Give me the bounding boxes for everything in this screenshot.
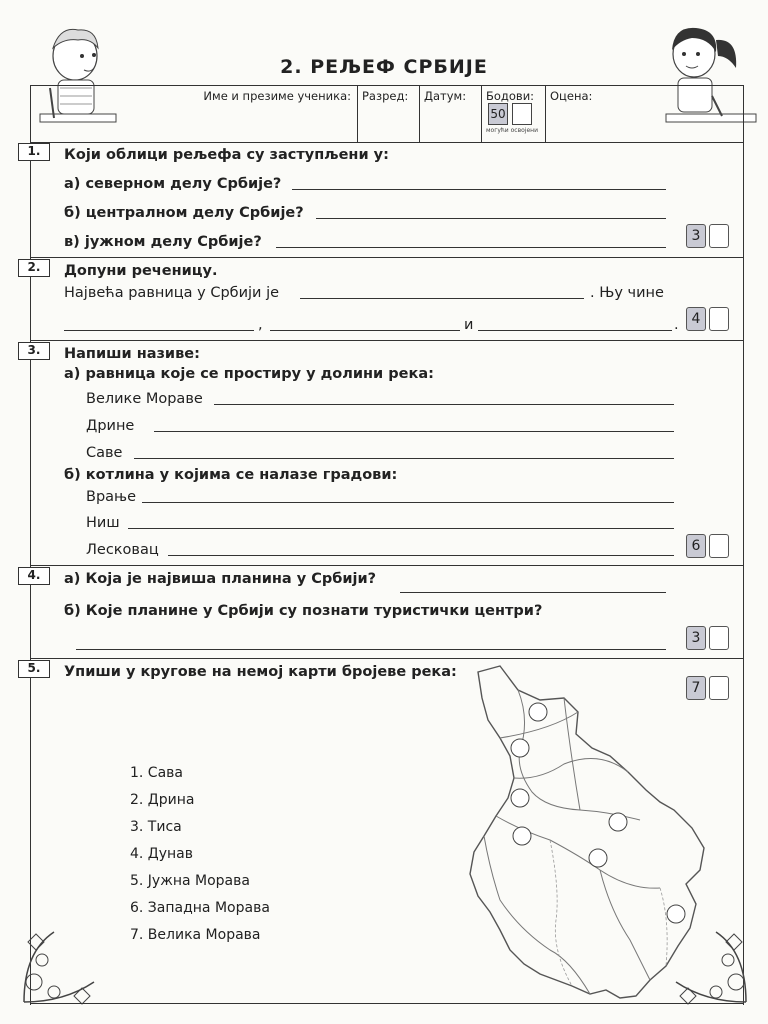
q2-and: и: [464, 317, 474, 333]
q1-prompt: Који облици рељефа су заступљени у:: [64, 147, 389, 163]
bottom-border: [30, 1003, 744, 1004]
q1-score-max: 3: [686, 224, 706, 248]
q2-period: .: [674, 317, 679, 333]
q2-answer-line-3[interactable]: [270, 330, 460, 331]
river-circle: [529, 703, 547, 721]
points-label: Бодови:: [486, 89, 535, 103]
q2-answer-line-4[interactable]: [478, 330, 672, 331]
points-earned-box[interactable]: [512, 103, 532, 125]
q2-score-max: 4: [686, 307, 706, 331]
q2-answer-line-1[interactable]: [300, 298, 584, 299]
q1-a-label: а) северном делу Србије?: [64, 176, 282, 192]
river-circle: [511, 739, 529, 757]
q2-answer-line-2[interactable]: [64, 330, 254, 331]
list-item: 4. Дунав: [130, 846, 194, 862]
q3-a-label: а) равница које се простиру у долини река:: [64, 366, 434, 382]
list-item: 6. Западна Морава: [130, 900, 270, 916]
list-item: 1. Сава: [130, 765, 183, 781]
river-list: [130, 760, 270, 949]
list-item: 3. Тиса: [130, 819, 182, 835]
q3-city-3: Лесковац: [86, 542, 159, 558]
map-river: [484, 836, 590, 994]
points-cell: [482, 86, 546, 142]
list-item: 2. Дрина: [130, 792, 195, 808]
corner-ornament-left: [14, 912, 114, 1012]
q5-prompt: Упиши у кругове на немој карти бројеве река:: [64, 664, 457, 680]
q2-score: [686, 307, 729, 331]
question-number-1: 1.: [18, 143, 50, 161]
q1-score-earned[interactable]: [709, 224, 729, 248]
q3-city-1: Врање: [86, 489, 136, 505]
q3-city-2: Ниш: [86, 515, 120, 531]
q3-score-max: 6: [686, 534, 706, 558]
q4-score: [686, 626, 729, 650]
corner-ornament-right: [656, 912, 756, 1012]
q3-city-2-line[interactable]: [128, 528, 674, 529]
q4-score-earned[interactable]: [709, 626, 729, 650]
name-label: Име и презиме ученика:: [30, 86, 358, 142]
points-max-box: 50: [488, 103, 508, 125]
q4-score-max: 3: [686, 626, 706, 650]
page-title: 2. РЕЉЕФ СРБИЈЕ: [280, 56, 488, 78]
q5-score-max: 7: [686, 676, 706, 700]
date-label: Датум:: [420, 86, 482, 142]
river-circle: [609, 813, 627, 831]
student-info-header: [30, 85, 744, 143]
mark-label: Оцена:: [550, 89, 593, 103]
river-circle: [511, 789, 529, 807]
map-river: [514, 759, 628, 779]
q3-river-1-line[interactable]: [214, 404, 674, 405]
q2-score-earned[interactable]: [709, 307, 729, 331]
q4-b-label: б) Које планине у Србији су познати туристички центри?: [64, 603, 543, 619]
question-number-3: 3.: [18, 342, 50, 360]
q4-a-label: а) Која је највиша планина у Србији?: [64, 571, 377, 587]
question-number-5: 5.: [18, 660, 50, 678]
q2-prompt: Допуни реченицу.: [64, 263, 218, 279]
points-caption: могући освојени: [486, 127, 538, 134]
q1-b-label: б) централном делу Србије?: [64, 205, 304, 221]
q3-score-earned[interactable]: [709, 534, 729, 558]
q1-score: [686, 224, 729, 248]
separator: [30, 565, 744, 566]
list-item: 7. Велика Морава: [130, 927, 261, 943]
separator: [30, 257, 744, 258]
grade-label: Разред:: [358, 86, 420, 142]
separator: [30, 340, 744, 341]
q3-river-1: Велике Мораве: [86, 391, 203, 407]
question-number-4: 4.: [18, 567, 50, 585]
q3-river-2-line[interactable]: [154, 431, 674, 432]
q3-score: [686, 534, 729, 558]
river-circle: [513, 827, 531, 845]
q3-river-2: Дрине: [86, 418, 135, 434]
q3-city-1-line[interactable]: [142, 502, 674, 503]
q2-comma: ,: [258, 317, 263, 333]
q3-b-label: б) котлина у којима се налазе градови:: [64, 467, 398, 483]
q1-c-label: в) јужном делу Србије?: [64, 234, 262, 250]
list-item: 5. Јужна Морава: [130, 873, 250, 889]
q1-b-answer-line[interactable]: [316, 218, 666, 219]
river-circle: [589, 849, 607, 867]
map-river: [600, 870, 650, 980]
separator: [30, 658, 744, 659]
q1-a-answer-line[interactable]: [292, 189, 666, 190]
q2-line1-end: . Њу чине: [590, 285, 664, 301]
q3-river-3: Саве: [86, 445, 123, 461]
q3-river-3-line[interactable]: [134, 458, 674, 459]
q2-line1-start: Највећа равница у Србији је: [64, 285, 280, 301]
question-number-2: 2.: [18, 259, 50, 277]
q4-a-answer-line[interactable]: [400, 592, 666, 593]
q3-city-3-line[interactable]: [168, 555, 674, 556]
q1-c-answer-line[interactable]: [276, 247, 666, 248]
q4-b-answer-line[interactable]: [76, 649, 666, 650]
q3-prompt: Напиши називе:: [64, 346, 200, 362]
